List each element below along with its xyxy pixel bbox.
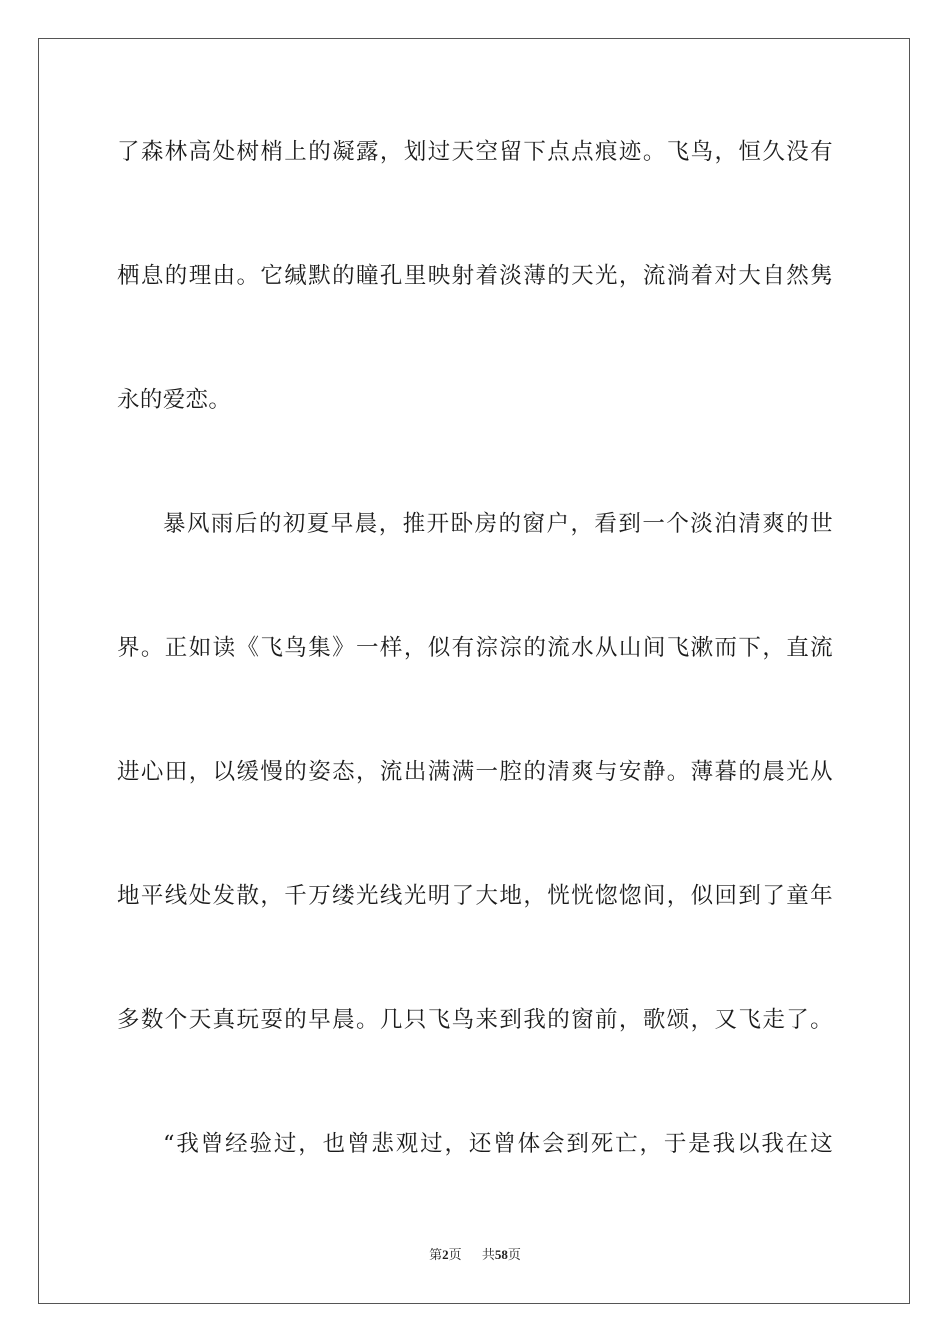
text-line-1: 了森林高处树梢上的凝露，划过天空留下点点痕迹。飞鸟，恒久没有: [117, 139, 833, 165]
footer-total-suffix: 页: [507, 1248, 521, 1263]
footer-total-pages: 58: [494, 1247, 508, 1262]
text-line-2: 栖息的理由。它缄默的瞳孔里映射着淡薄的天光，流淌着对大自然隽: [117, 263, 833, 289]
text-line-8: 多数个天真玩耍的早晨。几只飞鸟来到我的窗前，歌颂，又飞走了。: [117, 1007, 833, 1033]
text-line-9: “我曾经验过，也曾悲观过，还曾体会到死亡，于是我以我在这: [163, 1131, 833, 1157]
text-line-5: 界。正如读《飞鸟集》一样，似有淙淙的流水从山间飞漱而下，直流: [117, 635, 833, 661]
footer-page-prefix: 第: [429, 1248, 443, 1263]
page-border: [38, 38, 910, 1304]
text-line-6: 进心田，以缓慢的姿态，流出满满一腔的清爽与安静。薄暮的晨光从: [117, 759, 833, 785]
text-line-4: 暴风雨后的初夏早晨，推开卧房的窗户，看到一个淡泊清爽的世: [163, 511, 833, 537]
text-line-3: 永的爱恋。: [117, 387, 232, 413]
text-line-7: 地平线处发散，千万缕光线光明了大地，恍恍惚惚间，似回到了童年: [117, 883, 833, 909]
footer-page-number: 2: [442, 1247, 449, 1262]
page-footer: [0, 1246, 950, 1265]
footer-page-suffix: 页: [448, 1248, 462, 1263]
footer-total-prefix: 共: [481, 1248, 495, 1263]
